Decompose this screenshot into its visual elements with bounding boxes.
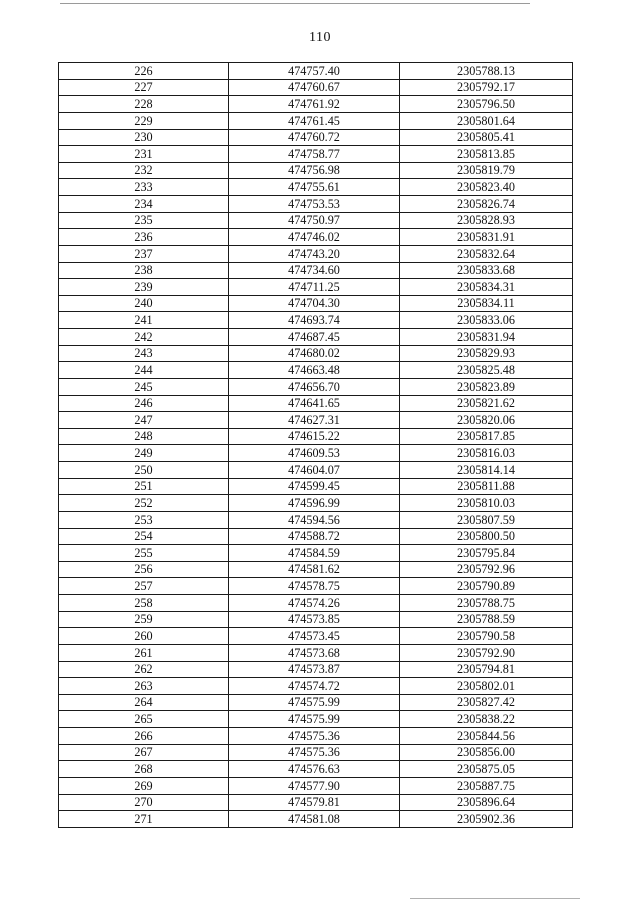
y-coordinate-cell: 2305788.75	[400, 595, 573, 612]
coordinate-table-body	[59, 63, 573, 828]
table-row	[59, 312, 573, 329]
point-number-cell: 237	[59, 245, 229, 262]
point-number-cell: 243	[59, 345, 229, 362]
table-row	[59, 378, 573, 395]
y-coordinate-cell: 2305790.89	[400, 578, 573, 595]
x-coordinate-cell: 474578.75	[229, 578, 400, 595]
point-number-cell: 251	[59, 478, 229, 495]
y-coordinate-cell: 2305844.56	[400, 728, 573, 745]
y-coordinate-cell: 2305817.85	[400, 428, 573, 445]
table-row	[59, 362, 573, 379]
x-coordinate-cell: 474604.07	[229, 462, 400, 479]
x-coordinate-cell: 474761.45	[229, 112, 400, 129]
table-row	[59, 279, 573, 296]
x-coordinate-cell: 474584.59	[229, 545, 400, 562]
point-number-cell: 227	[59, 79, 229, 96]
table-row	[59, 245, 573, 262]
point-number-cell: 260	[59, 628, 229, 645]
table-row	[59, 528, 573, 545]
x-coordinate-cell: 474687.45	[229, 329, 400, 346]
y-coordinate-cell: 2305825.48	[400, 362, 573, 379]
y-coordinate-cell: 2305810.03	[400, 495, 573, 512]
table-row	[59, 761, 573, 778]
x-coordinate-cell: 474746.02	[229, 229, 400, 246]
point-number-cell: 246	[59, 395, 229, 412]
point-number-cell: 235	[59, 212, 229, 229]
table-row	[59, 212, 573, 229]
x-coordinate-cell: 474615.22	[229, 428, 400, 445]
y-coordinate-cell: 2305814.14	[400, 462, 573, 479]
x-coordinate-cell: 474693.74	[229, 312, 400, 329]
table-row	[59, 661, 573, 678]
x-coordinate-cell: 474663.48	[229, 362, 400, 379]
table-row	[59, 79, 573, 96]
x-coordinate-cell: 474761.92	[229, 96, 400, 113]
x-coordinate-cell: 474743.20	[229, 245, 400, 262]
x-coordinate-cell: 474680.02	[229, 345, 400, 362]
y-coordinate-cell: 2305792.96	[400, 561, 573, 578]
x-coordinate-cell: 474711.25	[229, 279, 400, 296]
x-coordinate-cell: 474596.99	[229, 495, 400, 512]
y-coordinate-cell: 2305826.74	[400, 196, 573, 213]
point-number-cell: 261	[59, 644, 229, 661]
y-coordinate-cell: 2305823.40	[400, 179, 573, 196]
table-row	[59, 96, 573, 113]
x-coordinate-cell: 474704.30	[229, 295, 400, 312]
x-coordinate-cell: 474575.36	[229, 728, 400, 745]
y-coordinate-cell: 2305834.11	[400, 295, 573, 312]
point-number-cell: 259	[59, 611, 229, 628]
table-row	[59, 295, 573, 312]
point-number-cell: 253	[59, 511, 229, 528]
y-coordinate-cell: 2305821.62	[400, 395, 573, 412]
point-number-cell: 233	[59, 179, 229, 196]
table-row	[59, 511, 573, 528]
point-number-cell: 240	[59, 295, 229, 312]
point-number-cell: 241	[59, 312, 229, 329]
point-number-cell: 265	[59, 711, 229, 728]
y-coordinate-cell: 2305792.90	[400, 644, 573, 661]
x-coordinate-cell: 474588.72	[229, 528, 400, 545]
table-row	[59, 478, 573, 495]
point-number-cell: 270	[59, 794, 229, 811]
table-row	[59, 578, 573, 595]
table-row	[59, 179, 573, 196]
x-coordinate-cell: 474599.45	[229, 478, 400, 495]
x-coordinate-cell: 474756.98	[229, 162, 400, 179]
table-row	[59, 728, 573, 745]
y-coordinate-cell: 2305790.58	[400, 628, 573, 645]
y-coordinate-cell: 2305802.01	[400, 678, 573, 695]
x-coordinate-cell: 474760.72	[229, 129, 400, 146]
y-coordinate-cell: 2305805.41	[400, 129, 573, 146]
x-coordinate-cell: 474581.08	[229, 811, 400, 828]
y-coordinate-cell: 2305823.89	[400, 378, 573, 395]
y-coordinate-cell: 2305875.05	[400, 761, 573, 778]
point-number-cell: 230	[59, 129, 229, 146]
table-row	[59, 777, 573, 794]
point-number-cell: 269	[59, 777, 229, 794]
x-coordinate-cell: 474574.26	[229, 595, 400, 612]
table-row	[59, 644, 573, 661]
table-row	[59, 495, 573, 512]
point-number-cell: 242	[59, 329, 229, 346]
y-coordinate-cell: 2305856.00	[400, 744, 573, 761]
y-coordinate-cell: 2305834.31	[400, 279, 573, 296]
x-coordinate-cell: 474575.36	[229, 744, 400, 761]
point-number-cell: 239	[59, 279, 229, 296]
x-coordinate-cell: 474627.31	[229, 412, 400, 429]
y-coordinate-cell: 2305833.06	[400, 312, 573, 329]
point-number-cell: 229	[59, 112, 229, 129]
x-coordinate-cell: 474594.56	[229, 511, 400, 528]
y-coordinate-cell: 2305887.75	[400, 777, 573, 794]
y-coordinate-cell: 2305896.64	[400, 794, 573, 811]
x-coordinate-cell: 474734.60	[229, 262, 400, 279]
y-coordinate-cell: 2305788.13	[400, 63, 573, 80]
top-scan-edge-line	[60, 3, 530, 4]
table-row	[59, 694, 573, 711]
y-coordinate-cell: 2305794.81	[400, 661, 573, 678]
page-number: 110	[309, 30, 331, 45]
point-number-cell: 238	[59, 262, 229, 279]
table-row	[59, 63, 573, 80]
table-row	[59, 196, 573, 213]
point-number-cell: 231	[59, 146, 229, 163]
y-coordinate-cell: 2305813.85	[400, 146, 573, 163]
point-number-cell: 250	[59, 462, 229, 479]
point-number-cell: 248	[59, 428, 229, 445]
table-row	[59, 262, 573, 279]
point-number-cell: 263	[59, 678, 229, 695]
x-coordinate-cell: 474574.72	[229, 678, 400, 695]
table-row	[59, 561, 573, 578]
x-coordinate-cell: 474758.77	[229, 146, 400, 163]
point-number-cell: 247	[59, 412, 229, 429]
table-row	[59, 229, 573, 246]
point-number-cell: 268	[59, 761, 229, 778]
x-coordinate-cell: 474577.90	[229, 777, 400, 794]
y-coordinate-cell: 2305829.93	[400, 345, 573, 362]
coordinate-table	[58, 62, 573, 828]
y-coordinate-cell: 2305816.03	[400, 445, 573, 462]
point-number-cell: 267	[59, 744, 229, 761]
y-coordinate-cell: 2305828.93	[400, 212, 573, 229]
x-coordinate-cell: 474575.99	[229, 711, 400, 728]
bottom-scan-edge-line	[410, 898, 580, 899]
point-number-cell: 266	[59, 728, 229, 745]
y-coordinate-cell: 2305832.64	[400, 245, 573, 262]
table-row	[59, 595, 573, 612]
point-number-cell: 258	[59, 595, 229, 612]
table-row	[59, 329, 573, 346]
x-coordinate-cell: 474581.62	[229, 561, 400, 578]
point-number-cell: 252	[59, 495, 229, 512]
table-row	[59, 112, 573, 129]
y-coordinate-cell: 2305831.91	[400, 229, 573, 246]
x-coordinate-cell: 474576.63	[229, 761, 400, 778]
x-coordinate-cell: 474755.61	[229, 179, 400, 196]
x-coordinate-cell: 474656.70	[229, 378, 400, 395]
y-coordinate-cell: 2305795.84	[400, 545, 573, 562]
point-number-cell: 236	[59, 229, 229, 246]
table-row	[59, 345, 573, 362]
x-coordinate-cell: 474760.67	[229, 79, 400, 96]
table-row	[59, 129, 573, 146]
point-number-cell: 226	[59, 63, 229, 80]
point-number-cell: 262	[59, 661, 229, 678]
table-row	[59, 628, 573, 645]
table-row	[59, 711, 573, 728]
point-number-cell: 245	[59, 378, 229, 395]
y-coordinate-cell: 2305820.06	[400, 412, 573, 429]
y-coordinate-cell: 2305792.17	[400, 79, 573, 96]
point-number-cell: 271	[59, 811, 229, 828]
point-number-cell: 254	[59, 528, 229, 545]
y-coordinate-cell: 2305819.79	[400, 162, 573, 179]
y-coordinate-cell: 2305801.64	[400, 112, 573, 129]
point-number-cell: 257	[59, 578, 229, 595]
x-coordinate-cell: 474579.81	[229, 794, 400, 811]
y-coordinate-cell: 2305796.50	[400, 96, 573, 113]
y-coordinate-cell: 2305827.42	[400, 694, 573, 711]
table-row	[59, 428, 573, 445]
table-row	[59, 545, 573, 562]
point-number-cell: 264	[59, 694, 229, 711]
point-number-cell: 255	[59, 545, 229, 562]
x-coordinate-cell: 474573.85	[229, 611, 400, 628]
x-coordinate-cell: 474573.87	[229, 661, 400, 678]
y-coordinate-cell: 2305833.68	[400, 262, 573, 279]
table-row	[59, 146, 573, 163]
table-row	[59, 162, 573, 179]
x-coordinate-cell: 474641.65	[229, 395, 400, 412]
table-row	[59, 794, 573, 811]
table-row	[59, 744, 573, 761]
x-coordinate-cell: 474609.53	[229, 445, 400, 462]
point-number-cell: 244	[59, 362, 229, 379]
y-coordinate-cell: 2305807.59	[400, 511, 573, 528]
table-row	[59, 811, 573, 828]
x-coordinate-cell: 474575.99	[229, 694, 400, 711]
point-number-cell: 228	[59, 96, 229, 113]
y-coordinate-cell: 2305831.94	[400, 329, 573, 346]
table-row	[59, 445, 573, 462]
table-row	[59, 412, 573, 429]
point-number-cell: 249	[59, 445, 229, 462]
y-coordinate-cell: 2305902.36	[400, 811, 573, 828]
point-number-cell: 234	[59, 196, 229, 213]
y-coordinate-cell: 2305811.88	[400, 478, 573, 495]
x-coordinate-cell: 474753.53	[229, 196, 400, 213]
x-coordinate-cell: 474757.40	[229, 63, 400, 80]
table-row	[59, 462, 573, 479]
y-coordinate-cell: 2305838.22	[400, 711, 573, 728]
table-row	[59, 678, 573, 695]
x-coordinate-cell: 474573.68	[229, 644, 400, 661]
table-row	[59, 395, 573, 412]
x-coordinate-cell: 474573.45	[229, 628, 400, 645]
point-number-cell: 256	[59, 561, 229, 578]
x-coordinate-cell: 474750.97	[229, 212, 400, 229]
table-row	[59, 611, 573, 628]
y-coordinate-cell: 2305788.59	[400, 611, 573, 628]
y-coordinate-cell: 2305800.50	[400, 528, 573, 545]
point-number-cell: 232	[59, 162, 229, 179]
